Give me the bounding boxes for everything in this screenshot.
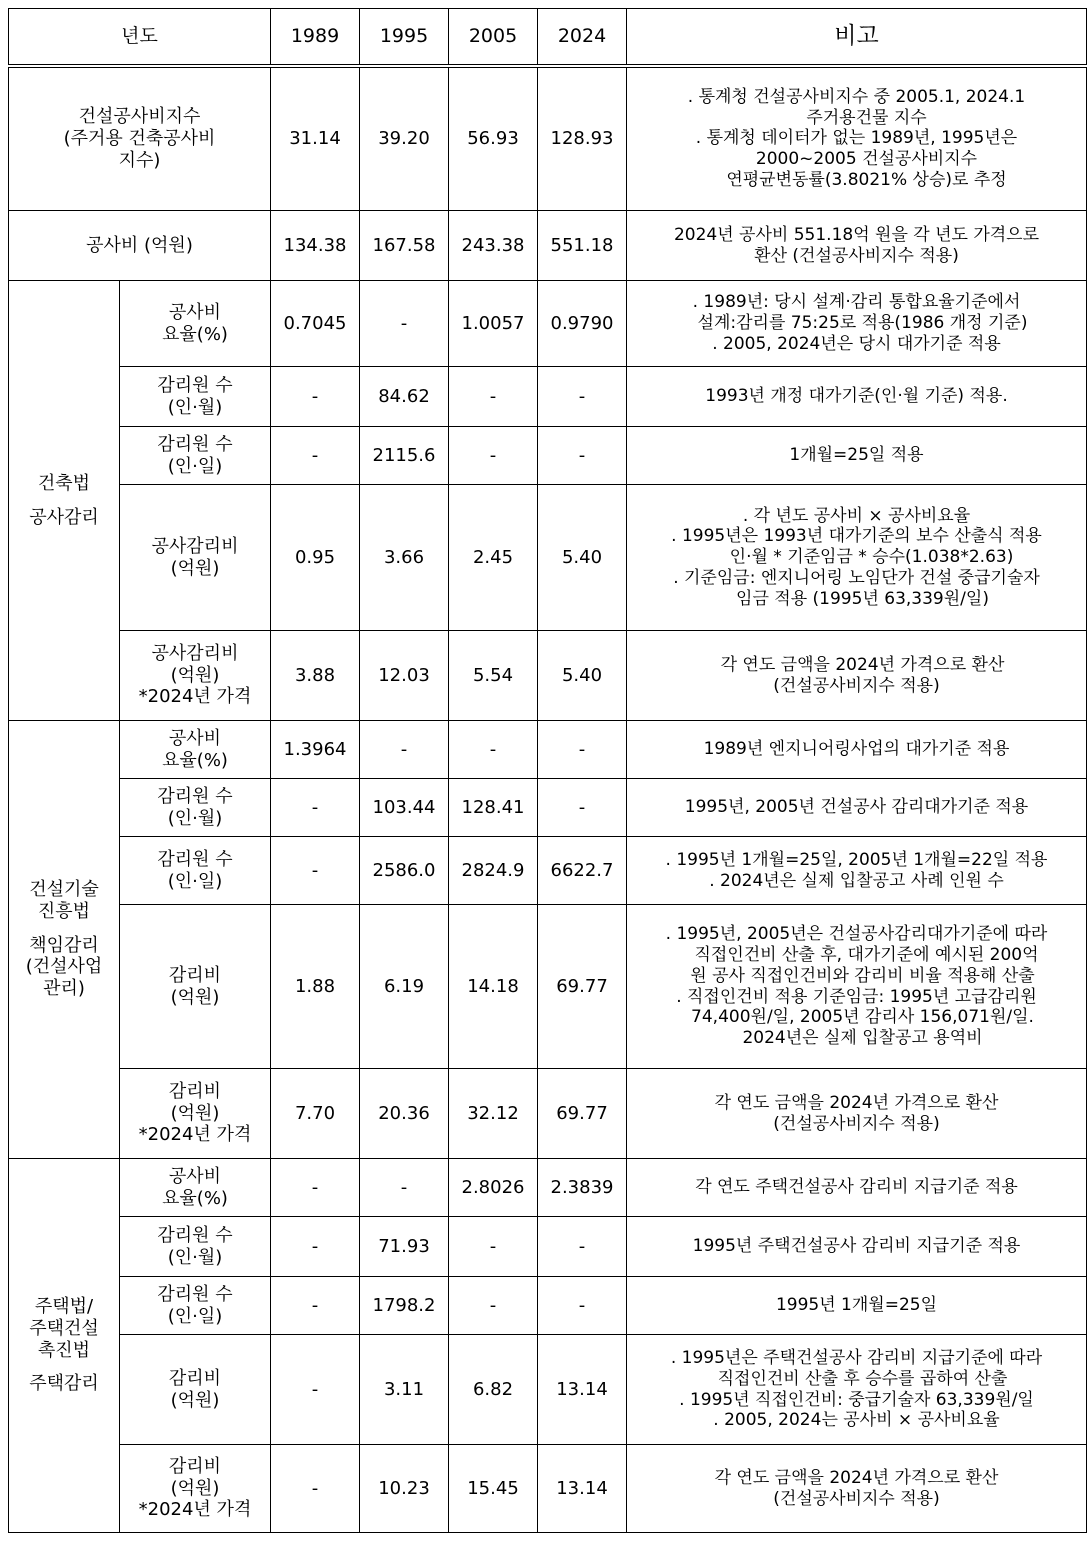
note-line: 1995년, 2005년 건설공사 감리대가기준 적용 bbox=[684, 797, 1029, 818]
note-line: 직접인건비 산출 후, 대가기준에 예시된 200억 bbox=[694, 945, 1039, 966]
comparison-table-container bbox=[8, 8, 1087, 1533]
value-2024: 5.40 bbox=[538, 485, 627, 631]
group-label-line: 촉진법 bbox=[37, 1339, 91, 1361]
header-2005: 2005 bbox=[449, 9, 538, 66]
row-label bbox=[120, 837, 271, 905]
value-1995: 3.66 bbox=[360, 485, 449, 631]
row-label-line: (억원) bbox=[170, 1389, 220, 1411]
table-row bbox=[9, 367, 1087, 427]
note-line: 임금 적용 (1995년 63,339원/일) bbox=[736, 588, 989, 609]
row-label bbox=[120, 1335, 271, 1445]
value-1995: 10.23 bbox=[360, 1445, 449, 1533]
value-1989: - bbox=[271, 1445, 360, 1533]
row-label bbox=[120, 779, 271, 837]
table-row bbox=[9, 485, 1087, 631]
value-2024: - bbox=[538, 1277, 627, 1335]
row-note bbox=[627, 1335, 1087, 1445]
group-label-line: (건설사업 bbox=[25, 956, 103, 978]
value-1995: 6.19 bbox=[360, 905, 449, 1069]
note-line: . 1995년은 1993년 대가기준의 보수 산출식 적용 bbox=[671, 526, 1042, 547]
row-label-line: 공사감리비 bbox=[151, 535, 239, 557]
value-1995: 2115.6 bbox=[360, 427, 449, 485]
value-1989: 0.7045 bbox=[271, 281, 360, 367]
note-line: (건설공사비지수 적용) bbox=[773, 1488, 940, 1509]
row-label-line: (인·일) bbox=[167, 455, 223, 477]
row-label bbox=[9, 66, 271, 211]
row-label-line: (인·일) bbox=[167, 870, 223, 892]
note-line: 각 연도 금액을 2024년 가격으로 환산 bbox=[714, 1092, 999, 1113]
note-line: 1989년 엔지니어링사업의 대가기준 적용 bbox=[703, 739, 1010, 760]
value-2024: - bbox=[538, 367, 627, 427]
row-label-line: 공사비 bbox=[168, 1165, 222, 1187]
value-1995: 84.62 bbox=[360, 367, 449, 427]
note-line: . 2024년은 실제 입찰공고 사례 인원 수 bbox=[709, 870, 1004, 891]
value-2024: 69.77 bbox=[538, 1069, 627, 1159]
row-label bbox=[120, 427, 271, 485]
table-row bbox=[9, 1445, 1087, 1533]
value-1989: - bbox=[271, 837, 360, 905]
value-2024: 13.14 bbox=[538, 1335, 627, 1445]
row-label-line: (인·월) bbox=[167, 396, 223, 418]
group-label-line: 주택법/ bbox=[34, 1295, 94, 1317]
note-line: . 직접인건비 적용 기준임금: 1995년 고급감리원 bbox=[676, 986, 1037, 1007]
row-label bbox=[120, 1217, 271, 1277]
note-line: 1995년 주택건설공사 감리비 지급기준 적용 bbox=[692, 1236, 1021, 1257]
table-row bbox=[9, 779, 1087, 837]
note-line: 직접인건비 산출 후 승수를 곱하여 산출 bbox=[717, 1368, 1008, 1389]
row-note bbox=[627, 485, 1087, 631]
row-label-line: 공사비 bbox=[168, 301, 222, 323]
value-1989: 134.38 bbox=[271, 211, 360, 281]
note-line: . 1995년은 주택건설공사 감리비 지급기준에 따라 bbox=[670, 1348, 1043, 1369]
header-note: 비고 bbox=[627, 9, 1087, 66]
row-label-line: (억원) bbox=[170, 664, 220, 686]
value-2005: 1.0057 bbox=[449, 281, 538, 367]
group-label-line: 건축법 bbox=[37, 472, 91, 494]
row-label-line: 감리원 수 bbox=[157, 785, 233, 807]
row-note bbox=[627, 837, 1087, 905]
note-line: 설계:감리를 75:25로 적용(1986 개정 기준) bbox=[697, 313, 1028, 334]
group-label-construction bbox=[9, 721, 120, 1159]
value-2005: 243.38 bbox=[449, 211, 538, 281]
row-label-line: (인·일) bbox=[167, 1305, 223, 1327]
header-year: 년도 bbox=[9, 9, 271, 66]
value-1989: 31.14 bbox=[271, 66, 360, 211]
value-2024: - bbox=[538, 721, 627, 779]
row-label-line: 지수) bbox=[118, 149, 161, 171]
row-label-line: *2024년 가격 bbox=[138, 1499, 252, 1521]
row-note bbox=[627, 1069, 1087, 1159]
row-label-line: 감리비 bbox=[168, 1455, 222, 1477]
value-2005: 14.18 bbox=[449, 905, 538, 1069]
note-line: 1993년 개정 대가기준(인·월 기준) 적용. bbox=[705, 386, 1008, 407]
note-line: 2024년 공사비 551.18억 원을 각 년도 가격으로 bbox=[673, 224, 1040, 245]
note-line: 2000~2005 건설공사비지수 bbox=[755, 149, 978, 170]
row-label bbox=[120, 1159, 271, 1217]
row-label bbox=[120, 1277, 271, 1335]
value-1989: 7.70 bbox=[271, 1069, 360, 1159]
row-label-line: 공사감리비 bbox=[151, 642, 239, 664]
note-line: 각 연도 금액을 2024년 가격으로 환산 bbox=[720, 654, 1005, 675]
value-2024: - bbox=[538, 1217, 627, 1277]
note-line: 2024년은 실제 입찰공고 용역비 bbox=[742, 1027, 983, 1048]
value-1989: 1.3964 bbox=[271, 721, 360, 779]
table-row bbox=[9, 1277, 1087, 1335]
row-label-line: 감리원 수 bbox=[157, 433, 233, 455]
note-line: . 1995년, 2005년은 건설공사감리대가기준에 따라 bbox=[665, 924, 1048, 945]
table-row bbox=[9, 837, 1087, 905]
value-1989: 1.88 bbox=[271, 905, 360, 1069]
table-row bbox=[9, 66, 1087, 211]
value-2024: - bbox=[538, 779, 627, 837]
group-label-building bbox=[9, 281, 120, 721]
row-note bbox=[627, 281, 1087, 367]
row-note bbox=[627, 211, 1087, 281]
row-label-line: (주거용 건축공사비 bbox=[63, 127, 216, 149]
value-1989: - bbox=[271, 1335, 360, 1445]
value-1995: 71.93 bbox=[360, 1217, 449, 1277]
value-2005: 15.45 bbox=[449, 1445, 538, 1533]
table-row bbox=[9, 905, 1087, 1069]
note-line: 각 연도 주택건설공사 감리비 지급기준 적용 bbox=[695, 1177, 1018, 1198]
value-2005: 5.54 bbox=[449, 631, 538, 721]
value-1995: 167.58 bbox=[360, 211, 449, 281]
header-2024: 2024 bbox=[538, 9, 627, 66]
row-note bbox=[627, 367, 1087, 427]
value-1995: 20.36 bbox=[360, 1069, 449, 1159]
row-note bbox=[627, 427, 1087, 485]
note-line: (건설공사비지수 적용) bbox=[773, 1113, 940, 1134]
row-label-line: 공사비 (억원) bbox=[86, 234, 193, 256]
row-note bbox=[627, 1217, 1087, 1277]
group-label-line: 진흥법 bbox=[37, 900, 91, 922]
row-note bbox=[627, 1445, 1087, 1533]
note-line: 연평균변동률(3.8021% 상승)로 추정 bbox=[726, 169, 1007, 190]
row-label-line: (인·월) bbox=[167, 807, 223, 829]
value-1995: 3.11 bbox=[360, 1335, 449, 1445]
note-line: . 2005, 2024년은 당시 대가기준 적용 bbox=[712, 333, 1001, 354]
value-1995: - bbox=[360, 1159, 449, 1217]
row-note bbox=[627, 905, 1087, 1069]
row-note bbox=[627, 721, 1087, 779]
row-label-line: 감리비 bbox=[168, 1367, 222, 1389]
value-2024: 2.3839 bbox=[538, 1159, 627, 1217]
value-2005: - bbox=[449, 367, 538, 427]
value-2005: - bbox=[449, 721, 538, 779]
row-note bbox=[627, 1277, 1087, 1335]
value-2005: 56.93 bbox=[449, 66, 538, 211]
value-1995: 2586.0 bbox=[360, 837, 449, 905]
row-label bbox=[120, 1069, 271, 1159]
row-label bbox=[120, 485, 271, 631]
row-note bbox=[627, 66, 1087, 211]
row-note bbox=[627, 631, 1087, 721]
value-1995: 103.44 bbox=[360, 779, 449, 837]
group-label-housing bbox=[9, 1159, 120, 1533]
group-label-line: 주택감리 bbox=[29, 1373, 99, 1395]
row-label-line: 감리비 bbox=[168, 964, 222, 986]
supervision-cost-table bbox=[8, 8, 1087, 1533]
header-row bbox=[9, 9, 1087, 66]
value-2005: 2824.9 bbox=[449, 837, 538, 905]
table-row bbox=[9, 281, 1087, 367]
value-2024: 551.18 bbox=[538, 211, 627, 281]
value-1989: - bbox=[271, 427, 360, 485]
row-label bbox=[120, 721, 271, 779]
note-line: 원 공사 직접인건비와 감리비 비율 적용해 산출 bbox=[690, 965, 1035, 986]
note-line: 1개월=25일 적용 bbox=[789, 445, 924, 466]
note-line: 환산 (건설공사비지수 적용) bbox=[754, 245, 959, 266]
value-1989: - bbox=[271, 1159, 360, 1217]
group-label-line: 주택건설 bbox=[29, 1317, 99, 1339]
value-2005: 2.8026 bbox=[449, 1159, 538, 1217]
value-2005: - bbox=[449, 1277, 538, 1335]
value-2024: - bbox=[538, 427, 627, 485]
row-note bbox=[627, 779, 1087, 837]
note-line: 74,400원/일, 2005년 감리사 156,071원/일. bbox=[691, 1007, 1034, 1028]
note-line: . 1995년 직접인건비: 중급기술자 63,339원/일 bbox=[679, 1389, 1034, 1410]
value-2005: - bbox=[449, 427, 538, 485]
row-label bbox=[120, 367, 271, 427]
value-2005: 128.41 bbox=[449, 779, 538, 837]
row-label-line: *2024년 가격 bbox=[138, 686, 252, 708]
note-line: 인·월 * 기준임금 * 승수(1.038*2.63) bbox=[729, 547, 1014, 568]
table-row bbox=[9, 1217, 1087, 1277]
header-1995: 1995 bbox=[360, 9, 449, 66]
group-label-line: 공사감리 bbox=[29, 506, 99, 528]
value-2005: 2.45 bbox=[449, 485, 538, 631]
value-1995: 39.20 bbox=[360, 66, 449, 211]
table-row bbox=[9, 1069, 1087, 1159]
value-1989: 3.88 bbox=[271, 631, 360, 721]
note-line: . 1989년: 당시 설계·감리 통합요율기준에서 bbox=[692, 292, 1021, 313]
row-label-line: 감리원 수 bbox=[157, 1283, 233, 1305]
value-1995: 1798.2 bbox=[360, 1277, 449, 1335]
row-label bbox=[120, 905, 271, 1069]
note-line: 주거용건물 지수 bbox=[806, 107, 927, 128]
value-2024: 0.9790 bbox=[538, 281, 627, 367]
row-label-line: (억원) bbox=[170, 986, 220, 1008]
table-row bbox=[9, 1159, 1087, 1217]
row-note bbox=[627, 1159, 1087, 1217]
note-line: . 통계청 건설공사비지수 중 2005.1, 2024.1 bbox=[687, 86, 1026, 107]
note-line: . 기준임금: 엔지니어링 노임단가 건설 중급기술자 bbox=[673, 567, 1040, 588]
row-label-line: 감리비 bbox=[168, 1080, 222, 1102]
row-label-line: 감리원 수 bbox=[157, 1224, 233, 1246]
value-2024: 6622.7 bbox=[538, 837, 627, 905]
table-row bbox=[9, 631, 1087, 721]
value-2024: 5.40 bbox=[538, 631, 627, 721]
value-1995: 12.03 bbox=[360, 631, 449, 721]
row-label bbox=[9, 211, 271, 281]
value-2005: 32.12 bbox=[449, 1069, 538, 1159]
value-2024: 128.93 bbox=[538, 66, 627, 211]
row-label-line: *2024년 가격 bbox=[138, 1124, 252, 1146]
row-label-line: 요율(%) bbox=[162, 323, 228, 345]
value-1989: - bbox=[271, 367, 360, 427]
table-row bbox=[9, 1335, 1087, 1445]
header-1989: 1989 bbox=[271, 9, 360, 66]
row-label-line: (억원) bbox=[170, 557, 220, 579]
value-1989: - bbox=[271, 1277, 360, 1335]
row-label-line: 감리원 수 bbox=[157, 848, 233, 870]
row-label-line: 요율(%) bbox=[162, 1187, 228, 1209]
row-label-line: (인·월) bbox=[167, 1246, 223, 1268]
row-label bbox=[120, 281, 271, 367]
row-label-line: 요율(%) bbox=[162, 749, 228, 771]
group-label-line: 관리) bbox=[43, 978, 85, 1000]
table-row bbox=[9, 721, 1087, 779]
note-line: . 2005, 2024는 공사비 × 공사비요율 bbox=[713, 1410, 1000, 1431]
value-2024: 13.14 bbox=[538, 1445, 627, 1533]
group-label-line: 건설기술 bbox=[29, 878, 99, 900]
value-1989: 0.95 bbox=[271, 485, 360, 631]
value-1995: - bbox=[360, 721, 449, 779]
value-1989: - bbox=[271, 779, 360, 837]
note-line: 각 연도 금액을 2024년 가격으로 환산 bbox=[714, 1467, 999, 1488]
note-line: 1995년 1개월=25일 bbox=[775, 1295, 938, 1316]
row-label bbox=[120, 631, 271, 721]
row-label-line: 감리원 수 bbox=[157, 374, 233, 396]
value-2005: 6.82 bbox=[449, 1335, 538, 1445]
table-row bbox=[9, 427, 1087, 485]
note-line: . 통계청 데이터가 없는 1989년, 1995년은 bbox=[695, 128, 1018, 149]
row-label-line: (억원) bbox=[170, 1102, 220, 1124]
row-label-line: 공사비 bbox=[168, 727, 222, 749]
note-line: . 1995년 1개월=25일, 2005년 1개월=22일 적용 bbox=[665, 849, 1048, 870]
note-line: (건설공사비지수 적용) bbox=[773, 675, 940, 696]
row-label bbox=[120, 1445, 271, 1533]
value-2005: - bbox=[449, 1217, 538, 1277]
group-label-line: 책임감리 bbox=[29, 934, 99, 956]
row-label-line: (억원) bbox=[170, 1477, 220, 1499]
value-1989: - bbox=[271, 1217, 360, 1277]
value-2024: 69.77 bbox=[538, 905, 627, 1069]
row-label-line: 건설공사비지수 bbox=[78, 105, 201, 127]
value-1995: - bbox=[360, 281, 449, 367]
table-row bbox=[9, 211, 1087, 281]
note-line: . 각 년도 공사비 × 공사비요율 bbox=[742, 505, 971, 526]
